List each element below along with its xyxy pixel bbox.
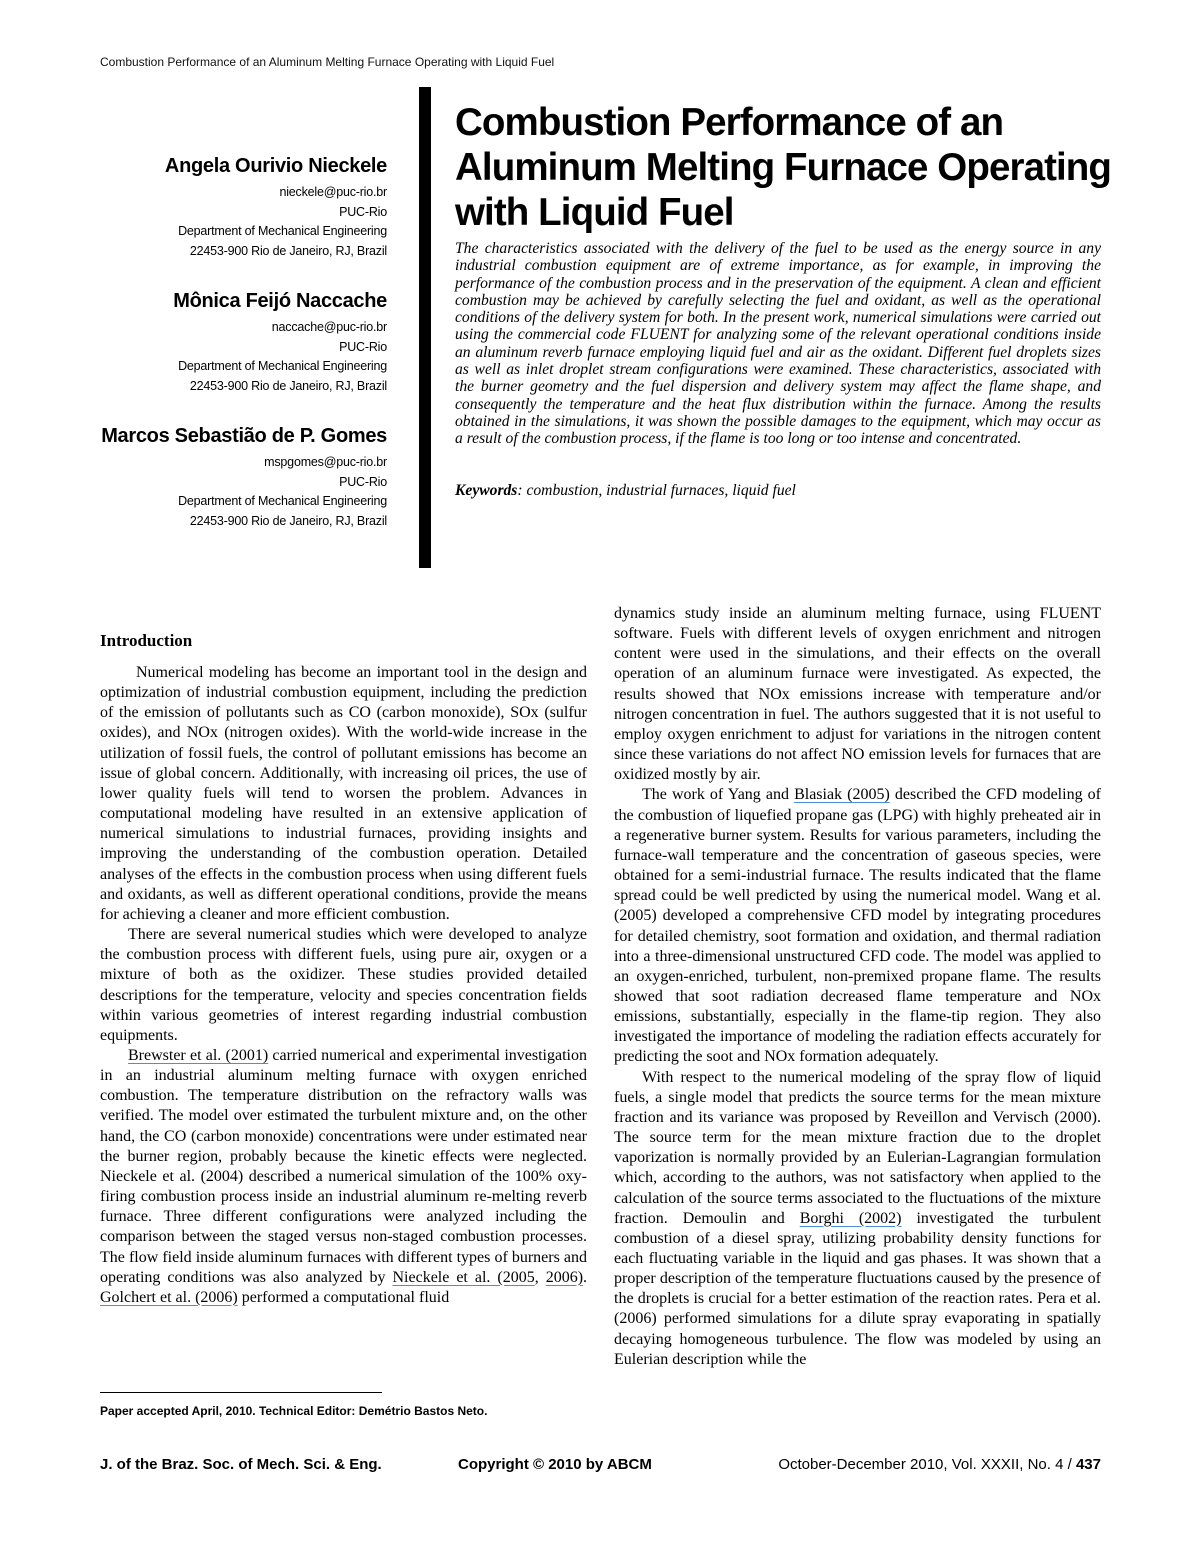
author-department: Department of Mechanical Engineering <box>178 494 387 508</box>
keywords <box>455 482 1101 500</box>
footer-journal: J. of the Braz. Soc. of Mech. Sci. & Eng. <box>100 1456 382 1473</box>
author-institution: PUC-Rio <box>339 204 387 219</box>
author-name: Angela Ourivio Nieckele <box>164 155 387 177</box>
citation-link[interactable]: Brewster et al. (2001) <box>128 1046 269 1064</box>
author-name: Marcos Sebastião de P. Gomes <box>101 425 387 447</box>
keywords-text: : combustion, industrial furnaces, liquid fuel <box>517 482 796 499</box>
keywords-label: Keywords <box>455 482 518 499</box>
footer-issue-text: October-December 2010, Vol. XXXII, No. 4 / <box>778 1456 1076 1473</box>
paragraph-text: described the CFD modeling of the combustion of liquefied propane gas (LPG) with highly preheated air in a regenerative burner system. Results for various parameters, including the furnace-wall temperature and the concentration of gaseous species, were obtained for a semi-industrial furnace. The results indicated that the flame spread could be well predicted by using the numerical model. Wang et al. (2005) developed a comprehensive CFD model by integrating procedures for detailed chemistry, soot formation and oxidation, and thermal radiation into a three-dimensional unstructured CFD code. The model was applied to an oxygen-enriched, turbulent, non-premixed propane flame. The results showed that soot radiation decreased flame temperature and NOx emissions, substantially, especially in the flame-tip region. They also investigated the importance of modeling the radiation effects accurately for predicting the soot and NOx formation adequately. <box>614 786 1101 1066</box>
paragraph-text: With respect to the numerical modeling of the spray flow of liquid fuels, a single model that predicts the source terms for the mean mixture fraction and its variance was proposed by Reveillon and Vervisch (2000). The source term for the mean mixture fraction due to the droplet vaporization is normally provided by an Eulerian-Lagrangian formulation which, according to the authors, was not satisfactory when applied to the calculation of the source terms associated to the fluctuations of the mixture fraction. Demoulin and <box>614 1068 1101 1227</box>
section-heading-introduction: Introduction <box>100 631 193 650</box>
paragraph <box>614 785 1101 1067</box>
citation-link[interactable]: Nieckele et al. (2005 <box>392 1268 535 1286</box>
citation-link[interactable]: Borghi (2002) <box>799 1209 902 1227</box>
paragraph-text: , <box>534 1268 546 1286</box>
left-column <box>100 663 587 1308</box>
footer-issue <box>778 1456 1101 1473</box>
author-email: naccache@puc-rio.br <box>271 320 387 334</box>
author-address: 22453-900 Rio de Janeiro, RJ, Brazil <box>189 378 387 393</box>
citation-link[interactable]: Blasiak (2005) <box>794 786 890 804</box>
author-address: 22453-900 Rio de Janeiro, RJ, Brazil <box>189 243 387 258</box>
paragraph-text: The work of Yang and <box>642 786 795 804</box>
page-footer <box>100 1456 1101 1478</box>
paragraph: dynamics study inside an aluminum melting furnace, using FLUENT software. Fuels with different levels of oxygen enrichment and nitrogen content were used in the simulations, and their effects on the overall operation of an aluminum furnace were investigated. As expected, the results showed that NOx emissions increase with temperature and/or nitrogen concentration in fuel. The authors suggested that it is not useful to employ oxygen enrichment to adjust for variations in the nitrogen content since these variations do not affect NO emission levels for furnaces that are oxidized mostly by air. <box>614 605 1101 784</box>
author-email: mspgomes@puc-rio.br <box>264 455 387 469</box>
paragraph <box>614 1068 1101 1370</box>
author-institution: PUC-Rio <box>339 339 387 354</box>
paragraph-text: performed a computational fluid <box>237 1288 450 1306</box>
author-1 <box>60 153 387 261</box>
footer-copyright: Copyright © 2010 by ABCM <box>458 1456 652 1473</box>
paragraph-text: . <box>583 1268 588 1286</box>
paragraph <box>100 1046 587 1308</box>
footnote-rule <box>100 1392 382 1393</box>
author-department: Department of Mechanical Engineering <box>178 224 387 238</box>
author-3 <box>60 423 387 531</box>
paragraph: Numerical modeling has become an important tool in the design and optimization of industrial combustion equipment, including the prediction of the emission of pollutants such as CO (carbon monoxide), SOx (sulfur oxides), and NOx (nitrogen oxides). With the world-wide increase in the utilization of fossil fuels, the control of pollutant emissions has become an issue of global concern. Additionally, with increasing oil prices, the use of lower quality fuels will tend to worsen the problem. Advances in computational modeling have resulted in an extensive application of numerical simulations to industrial furnaces, providing insights and improving the understanding of the combustion operation. Detailed analyses of the effects in the combustion process when using different fuels and oxidants, as well as different operational conditions, provide the means for achieving a cleaner and more efficient combustion. <box>100 664 587 923</box>
citation-link[interactable]: 2006) <box>545 1268 584 1286</box>
paper-title: Combustion Performance of an Aluminum Melting Furnace Operating with Liquid Fuel <box>455 101 1112 234</box>
author-name: Mônica Feijó Naccache <box>173 290 387 312</box>
citation-link[interactable]: Golchert et al. (2006) <box>100 1288 238 1306</box>
footnote: Paper accepted April, 2010. Technical Editor: Demétrio Bastos Neto. <box>100 1404 488 1418</box>
page-number: 437 <box>1075 1456 1101 1473</box>
author-block <box>60 153 387 558</box>
right-column <box>614 604 1101 1370</box>
author-2 <box>60 288 387 396</box>
author-institution: PUC-Rio <box>339 474 387 489</box>
running-header: Combustion Performance of an Aluminum Melting Furnace Operating with Liquid Fuel <box>100 55 555 69</box>
author-email: nieckele@puc-rio.br <box>279 185 387 199</box>
paragraph: There are several numerical studies which were developed to analyze the combustion process with different fuels, using pure air, oxygen or a mixture of both as the oxidizer. These studies provided detailed descriptions for the temperature, velocity and species concentration fields within various geometries of interest regarding industrial combustion equipments. <box>100 926 587 1044</box>
author-department: Department of Mechanical Engineering <box>178 359 387 373</box>
paragraph-text: carried numerical and experimental investigation in an industrial aluminum melting furnace with oxygen enriched combustion. The temperature distribution on the refractory walls was verified. The model over estimated the turbulent mixture and, on the other hand, the CO (carbon monoxide) concentrations were under estimated near the burner region, probably because the kinetic effects were neglected. Nieckele et al. (2004) described a numerical simulation of the 100% oxy-firing combustion process inside an industrial aluminum re-melting reverb furnace. Three different configurations were analyzed including the comparison between the staged versus non-staged combustion processes. The flow field inside aluminum furnaces with different types of burners and operating conditions was also analyzed by <box>100 1046 587 1286</box>
author-address: 22453-900 Rio de Janeiro, RJ, Brazil <box>189 513 387 528</box>
title-divider-bar <box>419 87 431 568</box>
paragraph-text: investigated the turbulent combustion of a diesel spray, utilizing probability density functions for each fluctuating variable in the liquid and gas phases. It was shown that a proper description of the temperature fluctuations caused by the presence of the droplets is crucial for a better estimation of the reaction rates. Pera et al. (2006) performed simulations for a dilute spray evaporating in spatially decaying homogeneous turbulence. The flow was modeled by using an Eulerian description while the <box>614 1209 1102 1368</box>
abstract: The characteristics associated with the delivery of the fuel to be used as the energy source in any industrial combustion equipment are of extreme importance, as for example, in improving the performance of the combustion process and in the preservation of the equipment. A clean and efficient combustion may be achieved by carefully selecting the fuel and oxidant, as well as the operational conditions of the delivery system for both. In the present work, numerical simulations were carried out using the commercial code FLUENT for analyzing some of the relevant operational conditions inside an aluminum reverb furnace employing liquid fuel and air as the oxidant. Different fuel droplets sizes as well as inlet droplet stream configurations were examined. These characteristics, associated with the burner geometry and the fuel dispersion and delivery system may affect the flame shape, and consequently the temperature and the heat flux distribution within the furnace. Among the results obtained in the simulations, it was shown the possible damages to the equipment, which may occur as a result of the combustion process, if the flame is too long or too intense and concentrated. <box>455 240 1101 448</box>
